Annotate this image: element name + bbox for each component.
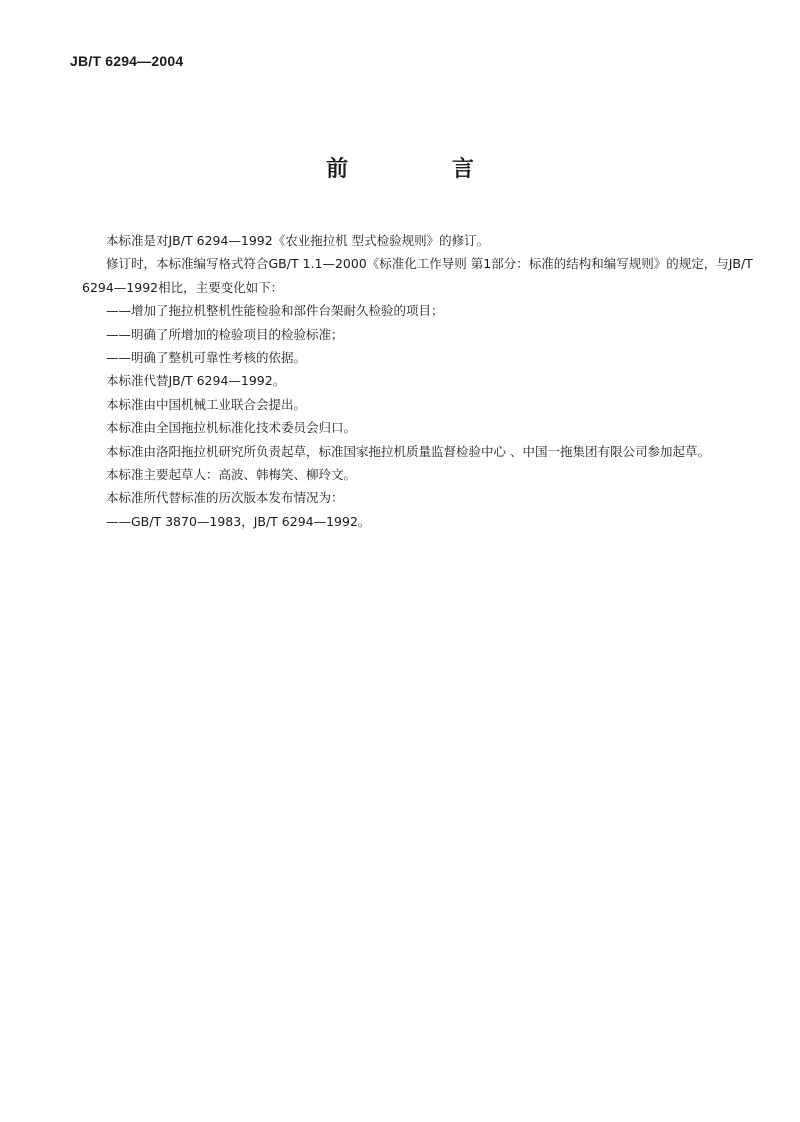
document-code: JB/T 6294—2004 bbox=[70, 53, 184, 69]
paragraph-history-intro: 本标准所代替标准的历次版本发布情况为： bbox=[106, 490, 344, 506]
paragraph-revision-format: 修订时，本标准编写格式符合GB/T 1.1—2000《标准化工作导则 第1部分：标准的结构和编写规则》的规定，与JB/T 6294—1992相比，主要变化如下： bbox=[82, 256, 753, 295]
paragraph-drafted-by: 本标准由洛阳拖拉机研究所负责起草，标准国家拖拉机质量监督检验中心 、中国一拖集团有限公司参加起草。 bbox=[106, 443, 710, 459]
list-item-history: ——GB/T 3870—1983，JB/T 6294—1992。 bbox=[106, 513, 371, 529]
page-title: 前 言 bbox=[326, 157, 522, 182]
list-item-change-3: ——明确了整机可靠性考核的依据。 bbox=[106, 350, 307, 366]
list-item-change-1: ——增加了拖拉机整机性能检验和部件台架耐久检验的项目； bbox=[106, 303, 444, 319]
foreword-body bbox=[82, 229, 772, 533]
paragraph-proposed-by: 本标准由中国机械工业联合会提出。 bbox=[106, 396, 307, 412]
paragraph-main-drafters: 本标准主要起草人：高波、韩梅笑、柳玲文。 bbox=[106, 467, 357, 483]
paragraph-centralized-by: 本标准由全国拖拉机标准化技术委员会归口。 bbox=[106, 420, 357, 436]
paragraph-revision-of: 本标准是对JB/T 6294—1992《农业拖拉机 型式检验规则》的修订。 bbox=[106, 233, 490, 248]
list-item-change-2: ——明确了所增加的检验项目的检验标准； bbox=[106, 326, 344, 342]
paragraph-replaces: 本标准代替JB/T 6294—1992。 bbox=[106, 373, 286, 389]
